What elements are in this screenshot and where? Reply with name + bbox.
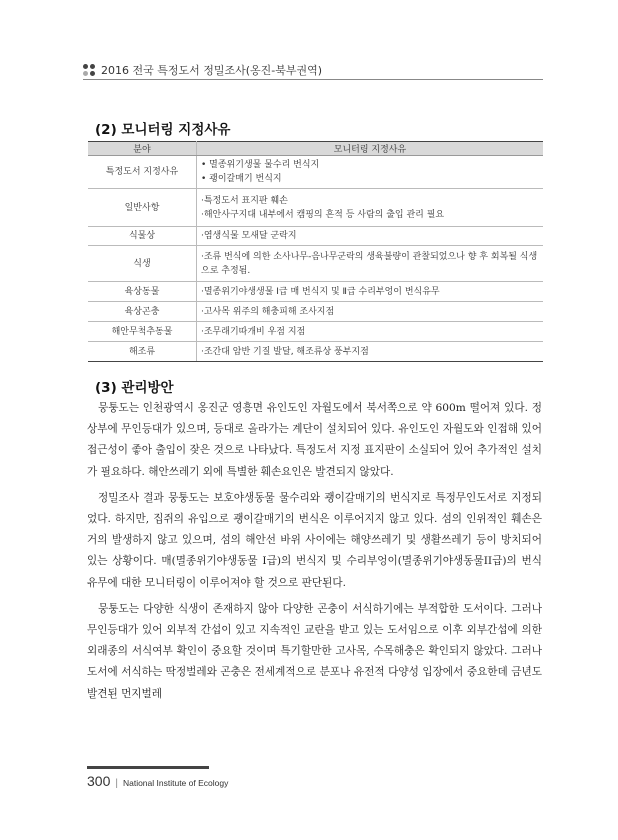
table-row bbox=[88, 302, 543, 322]
section-2-title: (2) 모니터링 지정사유 bbox=[95, 122, 231, 138]
body-paragraph: 정밀조사 결과 뭉퉁도는 보호야생동물 물수리와 괭이갈매기의 번식지로 특정무인도서로 지정되었다. 하지만, 집쥐의 유입으로 괭이갈매기의 번식은 이루어지지 않고 있다. 섬의 인위적인 훼손은 거의 발생하지 않고 있으며, 섬의 해안선 바위 사이에는 해양쓰레기 및 생활쓰레기 등이 방치되어 있는 상황이다. 매(멸종위기야생동물 I급)의 번식지 및 수리부엉이(멸종위기야생동물II급)의 번식유무에 대한 모니터링이 이루어져야 할 것으로 판단된다. bbox=[87, 491, 542, 589]
row-reason bbox=[197, 342, 544, 362]
row-field: 해안무척추동물 bbox=[88, 322, 197, 342]
header-dots-icon bbox=[83, 64, 95, 76]
row-reason bbox=[197, 282, 544, 302]
row-reason bbox=[197, 227, 544, 246]
institute-name: National Institute of Ecology bbox=[122, 778, 229, 788]
table-row bbox=[88, 322, 543, 342]
management-plan-body bbox=[87, 398, 542, 710]
section-3-title: (3) 관리방안 bbox=[95, 380, 174, 396]
table-row bbox=[88, 282, 543, 302]
reason-line: ·고사목 위주의 해충피해 조사지점 bbox=[201, 306, 335, 317]
reason-line: ·조류 번식에 의한 소사나무-음나무군락의 생육불량이 관찰되었으나 향 후 회복될 식생으로 추정됨. bbox=[201, 251, 538, 276]
reason-line: ·특정도서 표지판 훼손 bbox=[201, 195, 288, 206]
row-field: 육상동물 bbox=[88, 282, 197, 302]
row-reason bbox=[197, 322, 544, 342]
header-divider bbox=[83, 79, 543, 80]
row-field: 식물상 bbox=[88, 227, 197, 246]
row-reason bbox=[197, 302, 544, 322]
row-reason bbox=[197, 246, 544, 282]
column-header-field: 분야 bbox=[88, 142, 197, 156]
row-field: 식생 bbox=[88, 246, 197, 282]
reason-line: ·해안사구지대 내부에서 캠핑의 흔적 등 사람의 출입 관리 필요 bbox=[201, 209, 445, 220]
header-title: 2016 전국 특정도서 정밀조사(옹진-북부권역) bbox=[101, 64, 323, 77]
reason-line: ·멸종위기야생생물 Ⅰ급 매 번식지 및 Ⅱ급 수리부엉이 번식유무 bbox=[201, 286, 440, 297]
table-row bbox=[88, 342, 543, 362]
footer-divider bbox=[87, 766, 209, 769]
row-field: 특정도서 지정사유 bbox=[88, 156, 197, 189]
row-field: 일반사항 bbox=[88, 189, 197, 227]
row-reason bbox=[197, 189, 544, 227]
footer-separator: | bbox=[115, 778, 118, 789]
body-paragraph: 뭉퉁도는 인천광역시 옹진군 영흥면 유인도인 자월도에서 북서쪽으로 약 600m 떨어져 있다. 정상부에 무인등대가 있으며, 등대로 올라가는 계단이 설치되어 있다. 유인도인 자월도와 인접해 있어 접근성이 좋아 출입이 잦은 것으로 나타났다. 특정도서 지정 표지판이 소실되어 있어 추가적인 설치가 필요하다. 해안쓰레기 외에 특별한 훼손요인은 발견되지 않았다. bbox=[87, 402, 542, 478]
reason-line: ·조간대 암반 기질 발달, 해조류상 풍부지점 bbox=[201, 346, 369, 357]
row-field: 육상곤충 bbox=[88, 302, 197, 322]
table-row bbox=[88, 227, 543, 246]
body-paragraph: 뭉퉁도는 다양한 식생이 존재하지 않아 다양한 곤충이 서식하기에는 부적합한 도서이다. 그러나 무인등대가 있어 외부적 간섭이 있고 지속적인 교란을 받고 있는 도서임으로 이후 외부간섭에 의한 외래종의 서식여부 확인이 중요할 것이며 특기할만한 고사목, 수목해충은 확인되지 않았다. 그러나 도서에 서식하는 딱정벌레와 곤충은 전세계적으로 분포나 유전적 다양성 입장에서 중요한데 금년도 발견된 먼지벌레 bbox=[87, 602, 542, 700]
table-row bbox=[88, 189, 543, 227]
reason-line: • 괭이갈매기 번식지 bbox=[201, 172, 539, 186]
reason-line: • 멸종위기생물 물수리 번식지 bbox=[201, 158, 539, 172]
reason-line: ·조무래기따개비 우점 지점 bbox=[201, 326, 306, 337]
running-header bbox=[83, 62, 542, 78]
row-reason bbox=[197, 156, 544, 189]
monitoring-reasons-table bbox=[88, 141, 543, 362]
table-header-row bbox=[88, 142, 543, 156]
table-row bbox=[88, 156, 543, 189]
table-row bbox=[88, 246, 543, 282]
page-footer bbox=[87, 773, 228, 789]
page-number: 300 bbox=[87, 773, 111, 789]
row-field: 해조류 bbox=[88, 342, 197, 362]
reason-line: ·염생식물 모새달 군락지 bbox=[201, 231, 297, 241]
column-header-reason: 모니터링 지정사유 bbox=[197, 142, 544, 156]
